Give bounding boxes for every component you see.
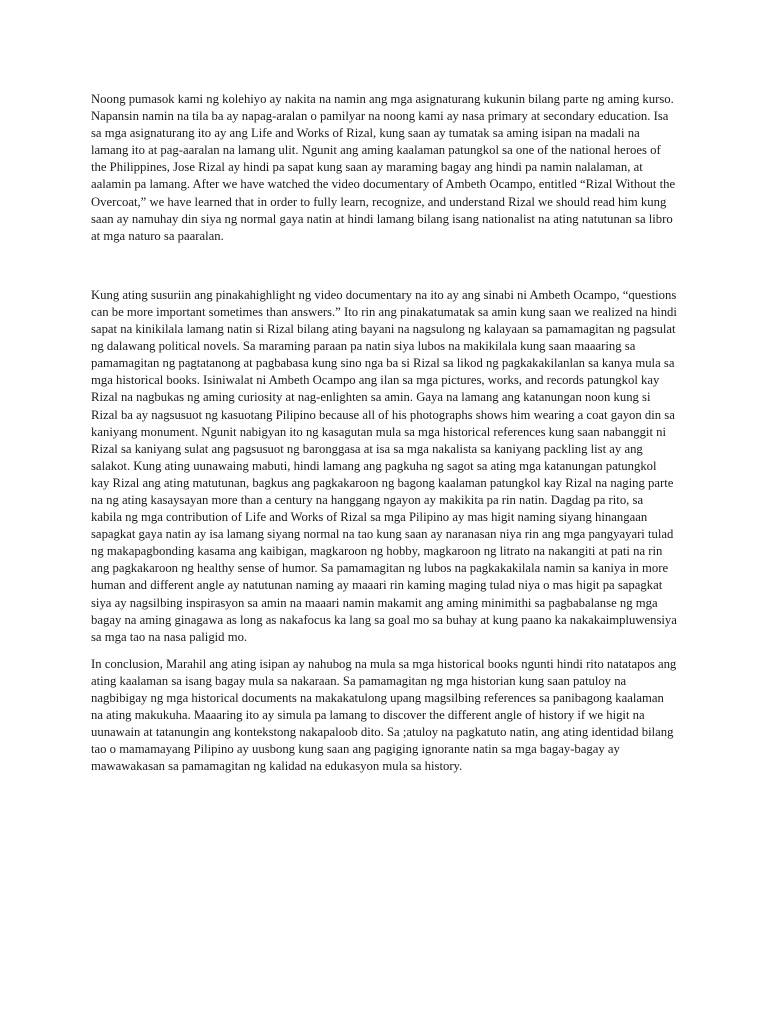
paragraph-introduction: Noong pumasok kami ng kolehiyo ay nakita na namin ang mga asignaturang kukunin bilang parte ng aming kurso. Napansin namin na tila ba ay napag-aralan o pamilyar na noong kami ay nasa primary at secondary education. Isa sa mga asignaturang ito ay ang Life and Works of Rizal, kung saan ay tumatak sa aming isipan na madali na lamang ito at pag-aaralan na lamang ulit. Ngunit ang aming kaalaman patungkol sa one of the national heroes of the Philippines, Jose Rizal ay hindi pa sapat kung saan ay maraming bagay ang hindi pa namin nalalaman, at aalamin pa lamang. After we have watched the video documentary of Ambeth Ocampo, entitled “Rizal Without the Overcoat,” we have learned that in order to fully learn, recognize, and understand Rizal we should read him kung saan ay namuhay din siya ng normal gaya natin at hindi lamang bilang isang nationalist na ating natutunan sa libro at mga naturo sa paaralan. — [91, 92, 676, 243]
paragraph-body: Kung ating susuriin ang pinakahighlight ng video documentary na ito ay ang sinabi ni Ambeth Ocampo, “questions can be more important sometimes than answers.” Ito rin ang pinakatumatak sa amin kung saan we realized na hindi sapat na kinikilala lamang natin si Rizal bilang ating bayani na nagsulong ng kalayaan sa pamamagitan ng pagsulat ng dalawang political novels. Sa maraming paraan pa natin siya lubos na makikilala kung saan maaaring sa pamamagitan ng pagtatanong at pagbabasa kung sino nga ba si Rizal sa likod ng pagkakakilanlan sa kanya mula sa mga historical books. Isiniwalat ni Ambeth Ocampo ang ilan sa mga pictures, works, and records patungkol kay Rizal na nagbukas ng aming curiosity at nag-enlighten sa amin. Gaya na lamang ang katanungan noon kung si Rizal ba ay nagsusuot ng kasuotang Pilipino because all of his photographs shows him wearing a coat gayon din sa kaniyang monument. Ngunit nabigyan ito ng kasagutan mula sa mga historical references kung saan nabanggit ni Rizal sa kaniyang sulat ang pagsusuot ng baronggasa at isa sa mga nakalista sa kaniyang packling list ay ang salakot. Kung ating uunawaing mabuti, hindi lamang ang pagkuha ng sagot sa ating mga katanungan patungkol kay Rizal ang ating matutunan, bagkus ang pagkakaroon ng bagong kaalaman patungkol kay Rizal na naging parte na ng ating kasaysayan more than a century na hanggang ngayon ay makikita pa rin natin. Dagdag pa rito, sa kabila ng mga contribution of Life and Works of Rizal sa mga Pilipino ay mas higit naming siyang hinangaan sapagkat gaya natin ay isa lamang siyang normal na tao kung saan ay naranasan niya rin ang mga pangyayari tulad ng makapagbonding kasama ang kaibigan, magkaroon ng hobby, magkaroon ng litrato na nakangiti at pati na rin ang pagkakaroon ng healthy sense of humor. Sa pamamagitan ng lubos na pagkakakilala namin sa kaniya in more human and different angle ay natutunan naming ay maaari rin kaming maging tulad niya o mas higit pa sapagkat siya ay nagsilbing inspirasyon sa amin na maaari namin makamit ang aming minimithi sa pagbabalanse ng mga bagay na aming ginagawa as long as nakafocus ka lang sa goal mo sa buhay at kung paano ka nakakaimpluwensiya sa mga tao na nasa paligid mo. — [91, 287, 677, 644]
paragraph-conclusion: In conclusion, Marahil ang ating isipan ay nahubog na mula sa mga historical books ngunti hindi rito natatapos ang ating kaalaman sa isang bagay mula sa nakaraan. Sa pamamagitan ng mga historian kung saan patuloy na nagbibigay ng mga historical documents na makakatulong upang magsilbing references sa panibagong kaalaman na ating makukuha. Maaaring ito ay simula pa lamang to discover the different angle of history if we higit na uunawain at tatanungin ang kontekstong nakapaloob dito. Sa ;atuloy na pagkatuto natin, ang ating identidad bilang tao o mamamayang Pilipino ay uusbong kung saan ang pagiging ignorante natin sa mga bagay-bagay ay mawawakasan sa pamamagitan ng kalidad na edukasyon mula sa history. — [91, 656, 677, 774]
document-body — [91, 91, 677, 775]
